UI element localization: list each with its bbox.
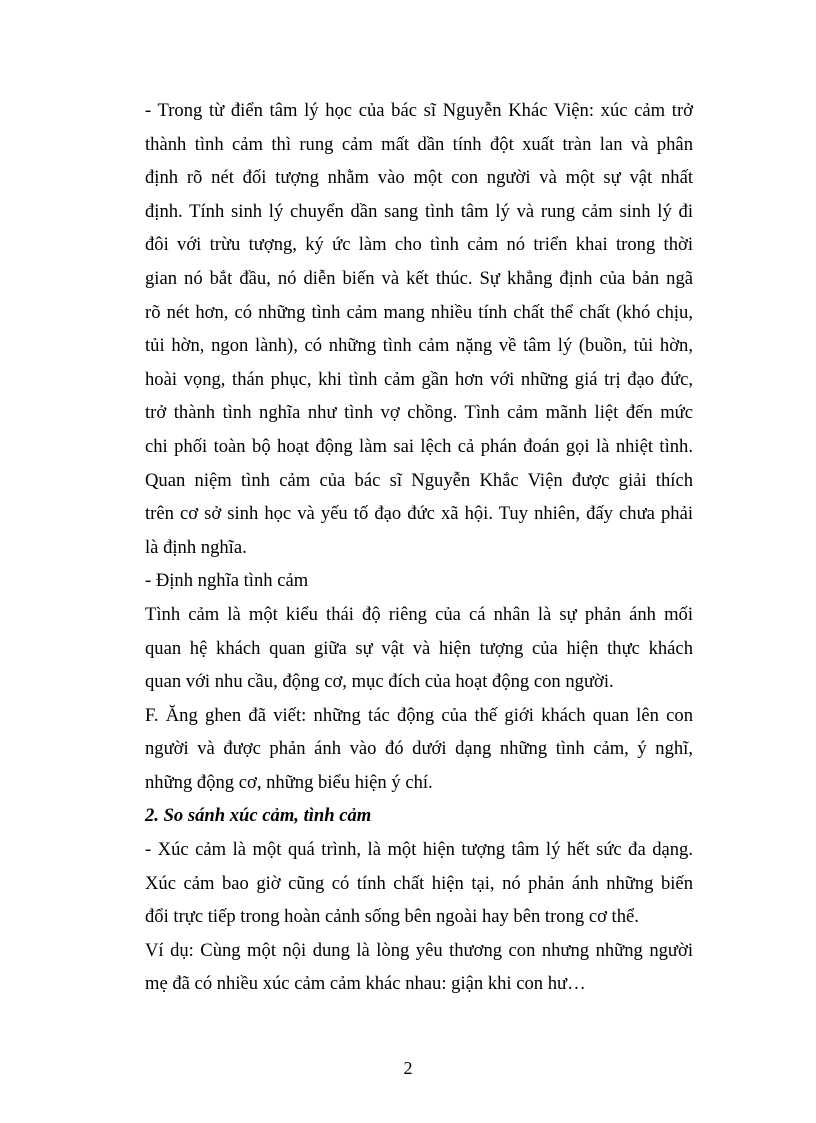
text-line: quan hệ khách quan giữa sự vật và hiện tượng của hiện thực khách [145, 637, 693, 659]
text-line: người và được phản ánh vào đó dưới dạng những tình cảm, ý nghĩ, [145, 738, 693, 760]
text-line: là định nghĩa. [145, 536, 247, 558]
text-line: đổi trực tiếp trong hoàn cảnh sống bên ngoài hay bên trong cơ thể. [145, 906, 639, 928]
text-line: những động cơ, những biểu hiện ý chí. [145, 771, 433, 793]
section-heading: 2. So sánh xúc cảm, tình cảm [145, 805, 372, 827]
text-line: trở thành tình nghĩa như tình vợ chồng. Tình cảm mãnh liệt đến mức [145, 402, 693, 424]
text-line: Quan niệm tình cảm của bác sĩ Nguyễn Khắc Viện được giải thích [145, 469, 693, 491]
page-number: 2 [403, 1058, 413, 1078]
text-line: Tình cảm là một kiểu thái độ riêng của cá nhân là sự phản ánh mối [145, 603, 693, 625]
text-line: gian nó bắt đầu, nó diễn biến và kết thúc. Sự khẳng định của bản ngã [145, 267, 693, 289]
text-line: trên cơ sở sinh học và yếu tố đạo đức xã hội. Tuy nhiên, đấy chưa phải [145, 503, 693, 525]
text-line: đôi với trừu tượng, ký ức làm cho tình cảm nó triển khai trong thời [145, 234, 693, 256]
text-line: - Trong từ điển tâm lý học của bác sĩ Nguyễn Khác Viện: xúc cảm trở [145, 100, 693, 121]
text-line: thành tình cảm thì rung cảm mất dần tính đột xuất tràn lan và phân [145, 133, 693, 155]
text-line: định. Tính sinh lý chuyển dần sang tình tâm lý và rung cảm sinh lý đi [145, 200, 693, 222]
text-line: định rõ nét đối tượng nhằm vào một con người và một sự vật nhất [145, 167, 693, 189]
text-line: quan với nhu cầu, động cơ, mục đích của hoạt động con người. [145, 671, 614, 693]
text-line: chi phối toàn bộ hoạt động làm sai lệch cả phán đoán gọi là nhiệt tình. [145, 435, 693, 457]
text-line: - Xúc cảm là một quá trình, là một hiện tượng tâm lý hết sức đa dạng. [145, 839, 693, 861]
body-text [145, 94, 693, 1001]
text-line: Ví dụ: Cùng một nội dung là lòng yêu thương con nhưng những người [145, 939, 693, 961]
subheading: - Định nghĩa tình cảm [145, 570, 309, 592]
text-line: F. Ăng ghen đã viết: những tác động của thế giới khách quan lên con [145, 704, 693, 726]
text-line: hoài vọng, thán phục, khi tình cảm gần hơn với những giá trị đạo đức, [145, 368, 693, 390]
text-line: Xúc cảm bao giờ cũng có tính chất hiện tại, nó phản ánh những biến [145, 872, 693, 894]
text-line: rõ nét hơn, có những tình cảm mang nhiều tính chất thể chất (khó chịu, [145, 301, 693, 323]
text-line: tủi hờn, ngon lành), có những tình cảm nặng về tâm lý (buồn, tủi hờn, [145, 335, 693, 357]
text-line: mẹ đã có nhiều xúc cảm cảm khác nhau: giận khi con hư… [145, 973, 586, 995]
